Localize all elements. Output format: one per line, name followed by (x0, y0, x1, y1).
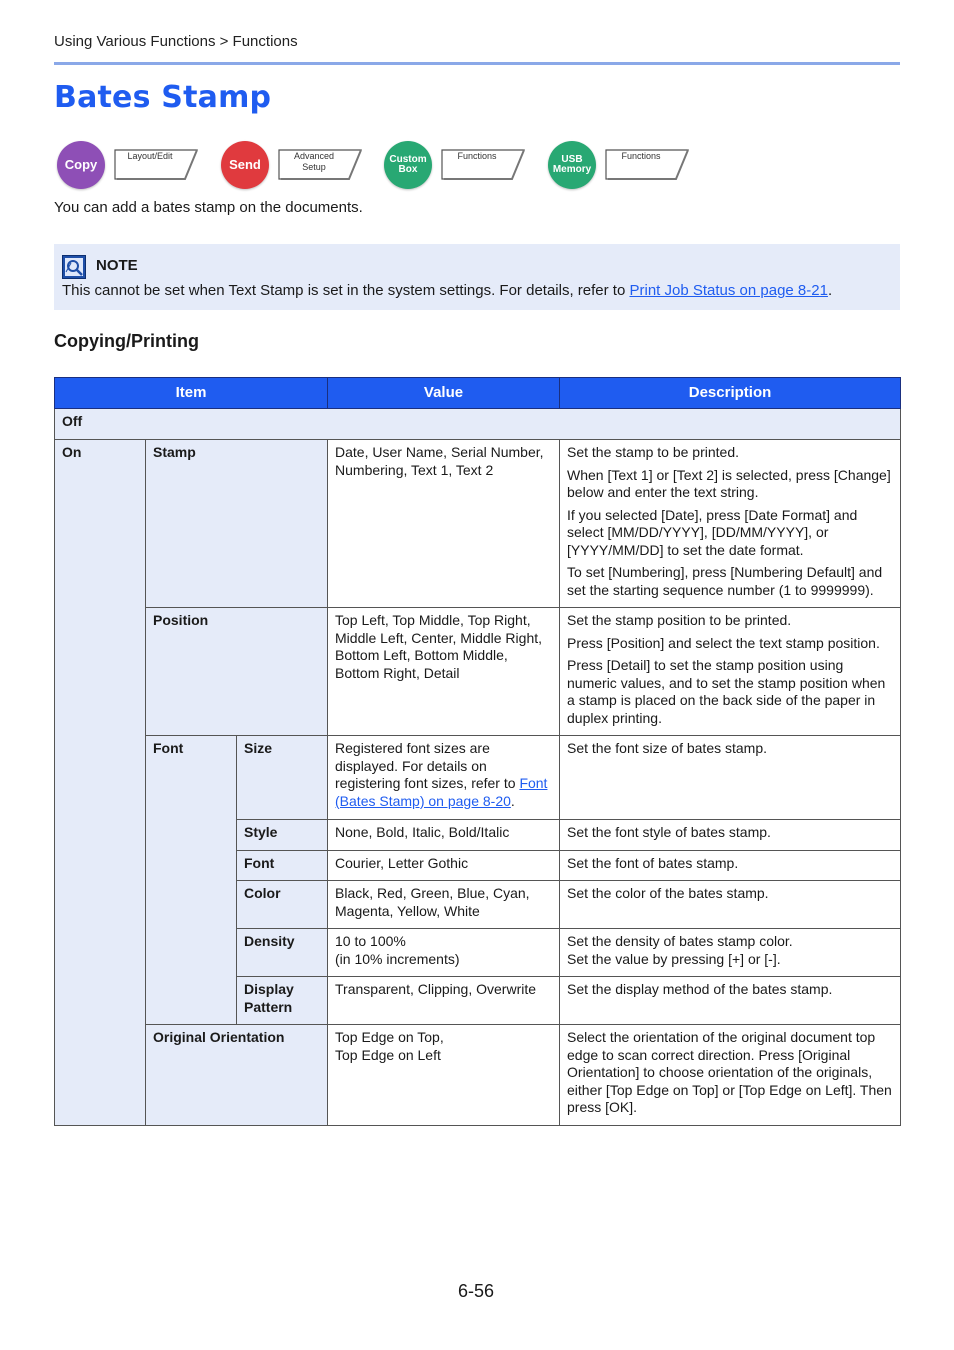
desc-color: Set the color of the bates stamp. (560, 881, 901, 929)
settings-table (54, 377, 901, 1126)
desc-stamp: Set the stamp to be printed. When [Text 1] or [Text 2] is selected, press [Change] below and enter the text string. If you selected [Date], press [Date Format] and select [MM/DD/YYYY], [DD/MM/YYYY], or [YYYY/MM/DD] to set the date format. To set [Numbering], press [Numbering Default] and set the starting sequence number (1 to 9999999). (560, 440, 901, 608)
item-style: Style (237, 820, 328, 851)
column-header-value: Value (328, 378, 560, 409)
font-bates-stamp-link[interactable]: Font (Bates Stamp) on page 8-20 (335, 775, 548, 809)
table-row (55, 608, 901, 736)
row-on: On (55, 440, 146, 1126)
intro-text: You can add a bates stamp on the documents. (54, 199, 363, 216)
item-font: Font (146, 736, 237, 1025)
function-tab-label: Layout/Edit (127, 151, 173, 161)
item-position: Position (146, 608, 328, 736)
desc-density: Set the density of bates stamp color. Set the value by pressing [+] or [-]. (560, 929, 901, 977)
value-display-pattern: Transparent, Clipping, Overwrite (328, 977, 560, 1025)
column-header-description: Description (560, 378, 901, 409)
function-tab-label: Functions (457, 151, 497, 161)
row-off: Off (55, 409, 901, 440)
custom-box-mode-icon: Custom Box (384, 141, 432, 189)
function-tab-label: Functions (621, 151, 661, 161)
desc-font-name: Set the font of bates stamp. (560, 850, 901, 881)
note-text: This cannot be set when Text Stamp is set in the system settings. For details, refer to Print Job Status on page 8-21. (62, 282, 833, 299)
table-row (55, 440, 901, 608)
table-row (55, 736, 901, 820)
breadcrumb: Using Various Functions > Functions (54, 33, 298, 50)
note-icon (62, 255, 86, 279)
desc-style: Set the font style of bates stamp. (560, 820, 901, 851)
send-mode-icon: Send (221, 141, 269, 189)
value-position: Top Left, Top Middle, Top Right, Middle Left, Center, Middle Right, Bottom Left, Bottom Middle, Bottom Right, Detail (328, 608, 560, 736)
item-stamp: Stamp (146, 440, 328, 608)
table-header-row (55, 378, 901, 409)
value-density: 10 to 100% (in 10% increments) (328, 929, 560, 977)
header-rule (54, 62, 900, 65)
item-size: Size (237, 736, 328, 820)
page-title: Bates Stamp (54, 80, 272, 115)
value-style: None, Bold, Italic, Bold/Italic (328, 820, 560, 851)
item-color: Color (237, 881, 328, 929)
item-original-orientation: Original Orientation (146, 1025, 328, 1126)
value-font-name: Courier, Letter Gothic (328, 850, 560, 881)
usb-memory-mode-icon: USB Memory (548, 141, 596, 189)
value-stamp: Date, User Name, Serial Number, Numbering, Text 1, Text 2 (328, 440, 560, 608)
value-color: Black, Red, Green, Blue, Cyan, Magenta, Yellow, White (328, 881, 560, 929)
desc-position: Set the stamp position to be printed. Press [Position] and select the text stamp position. Press [Detail] to set the stamp position using numeric values, and to set the stamp position when a stamp is placed on the back side of the paper in duplex printing. (560, 608, 901, 736)
section-title: Copying/Printing (54, 331, 199, 351)
copy-mode-icon: Copy (57, 141, 105, 189)
table-row (55, 1025, 901, 1126)
print-job-status-link[interactable]: Print Job Status on page 8-21 (629, 282, 828, 299)
item-font-name: Font (237, 850, 328, 881)
desc-size: Set the font size of bates stamp. (560, 736, 901, 820)
item-display-pattern: Display Pattern (237, 977, 328, 1025)
desc-display-pattern: Set the display method of the bates stamp. (560, 977, 901, 1025)
function-tab-label: Advanced Setup (293, 151, 335, 172)
note-title: NOTE (96, 257, 138, 274)
page-number: 6-56 (458, 1281, 495, 1301)
item-density: Density (237, 929, 328, 977)
note-box (54, 244, 900, 310)
value-size: Registered font sizes are displayed. For details on registering font sizes, refer to Font (Bates Stamp) on page 8-20. (328, 736, 560, 820)
value-original-orientation: Top Edge on Top, Top Edge on Left (328, 1025, 560, 1126)
table-row (55, 409, 901, 440)
desc-original-orientation: Select the orientation of the original document top edge to scan correct direction. Press [Original Orientation] to choose orientation of the originals, either [Top Edge on Top] or [Top Edge on Left]. Then press [OK]. (560, 1025, 901, 1126)
column-header-item: Item (55, 378, 328, 409)
